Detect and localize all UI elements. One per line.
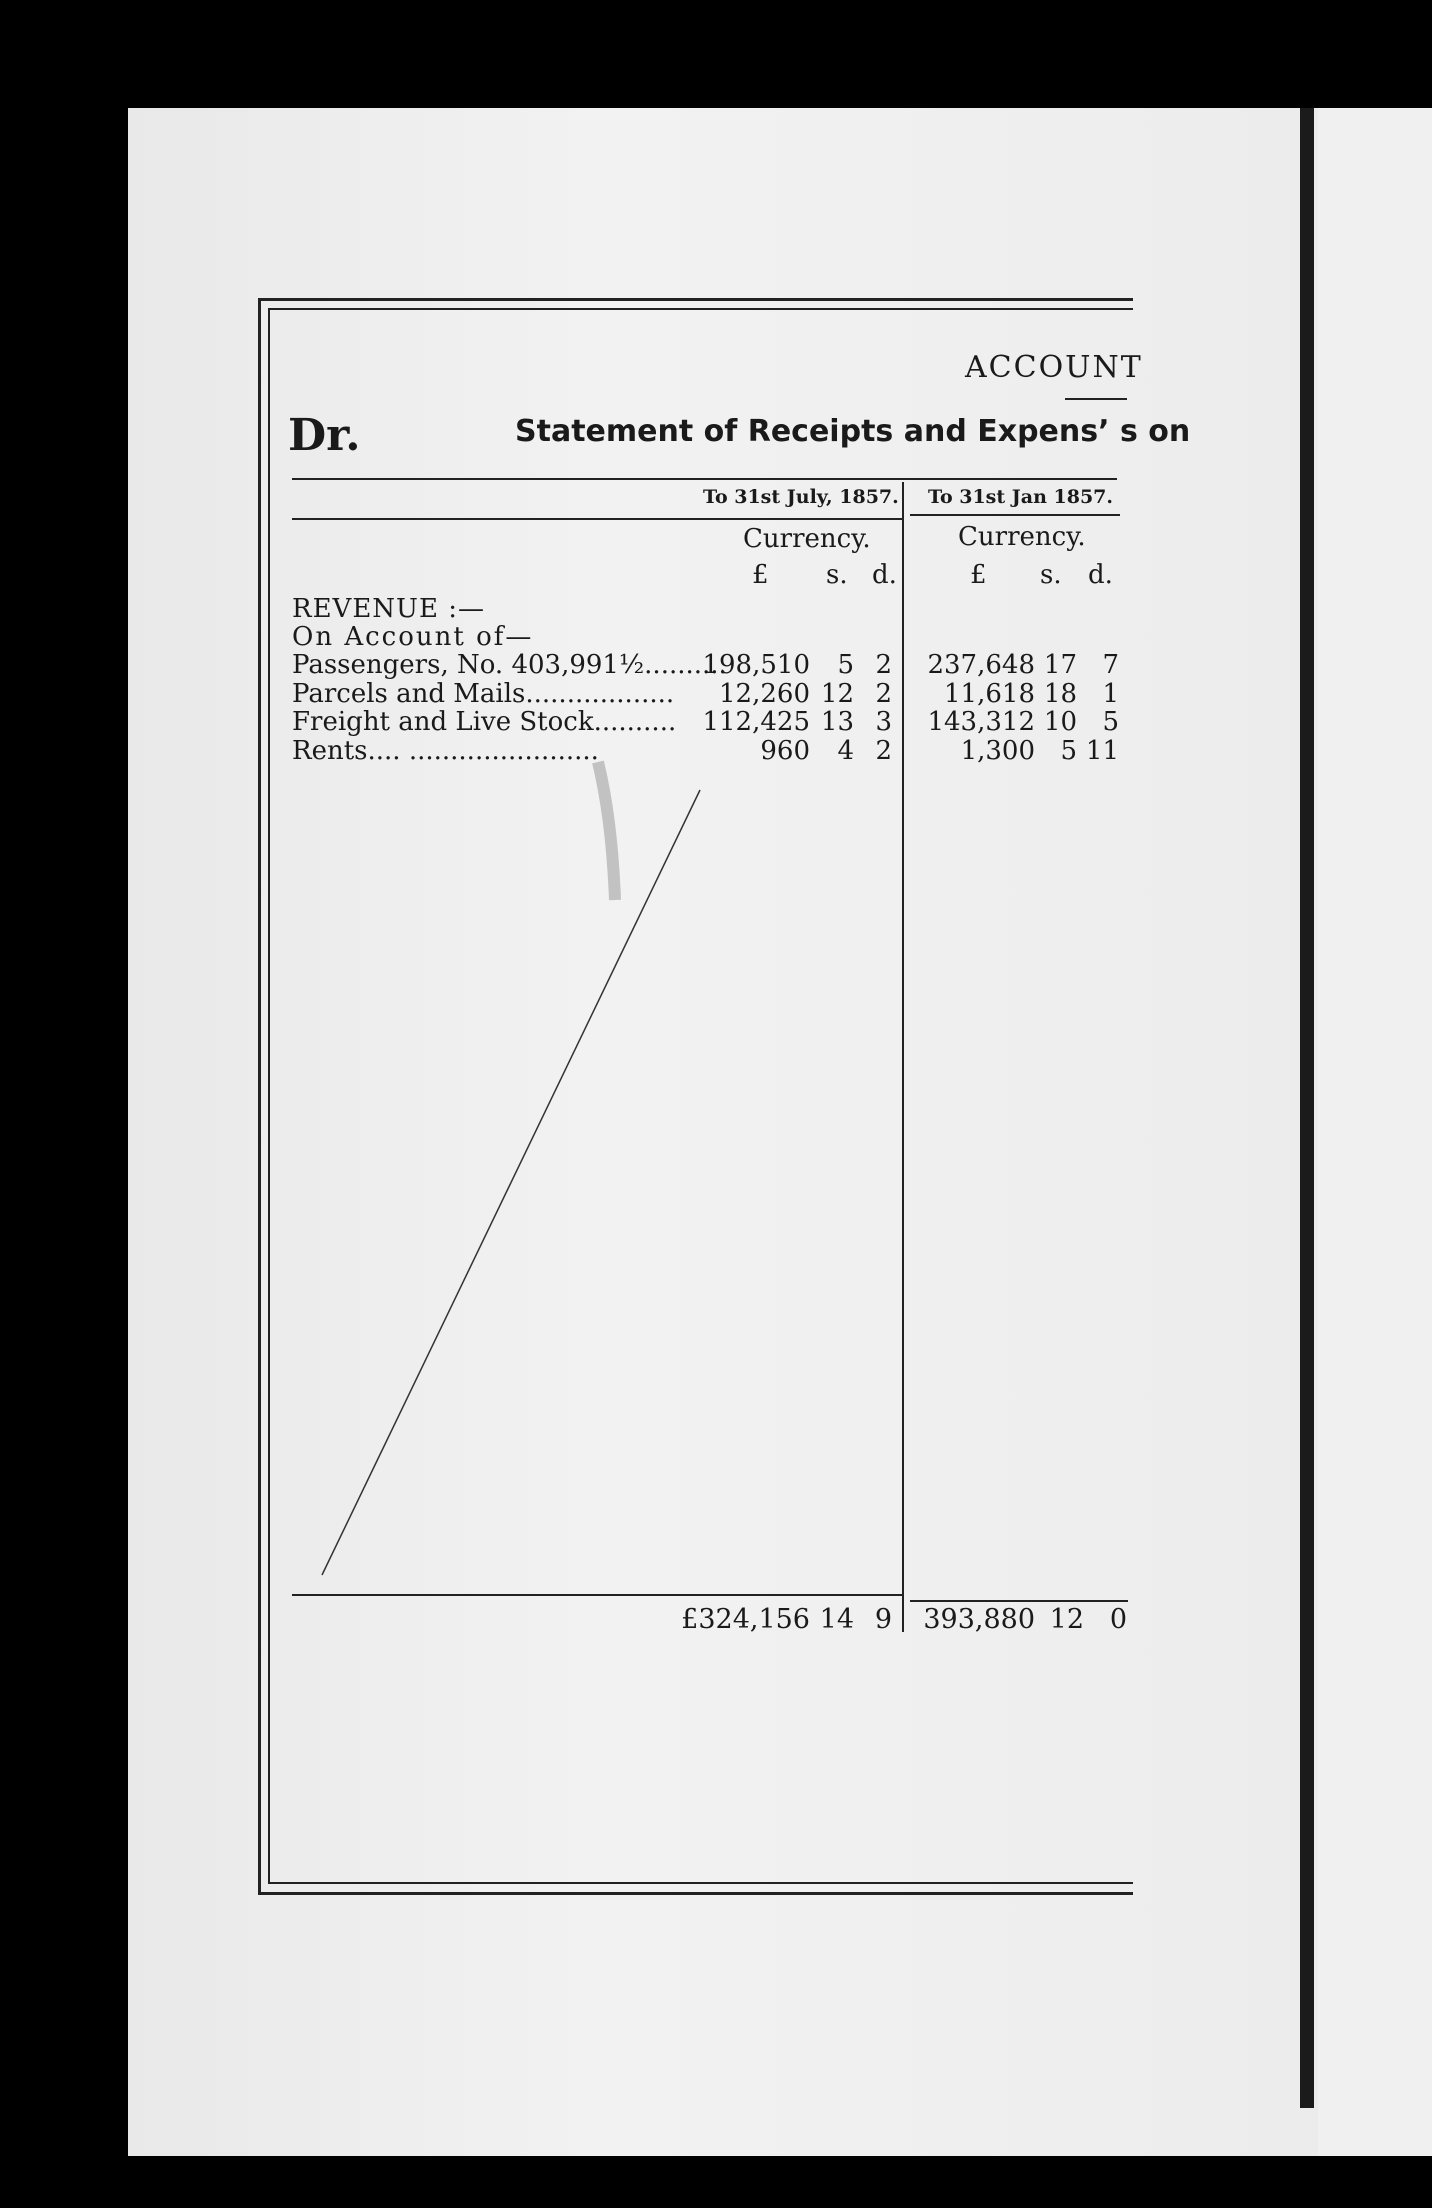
col2-pounds: 237,648 — [927, 650, 1035, 680]
col2-shilling: s. — [1040, 560, 1062, 590]
col2-period: To 31st Jan 1857. — [928, 486, 1113, 508]
row-label: Rents.... ....................... — [292, 736, 599, 766]
col1-pounds: 960 — [760, 736, 810, 766]
total-col2-pence: 0 — [1109, 1604, 1127, 1635]
col1-shillings: 12 — [820, 679, 854, 709]
col2-pence: 11 — [1085, 736, 1119, 766]
totals-rule-right — [910, 1600, 1128, 1602]
col1-shilling: s. — [826, 560, 848, 590]
total-col1-pounds: £324,156 — [681, 1604, 810, 1635]
col2-shillings: 17 — [1043, 650, 1077, 680]
debit-label: Dr. — [288, 410, 361, 461]
row-label: Freight and Live Stock.......... — [292, 707, 677, 737]
col2-pence: 7 — [1102, 650, 1119, 680]
account-heading: ACCOUNT — [965, 350, 1143, 385]
col1-currency: Currency. — [743, 524, 871, 554]
row-label: Parcels and Mails.................. — [292, 679, 675, 709]
col1-pence: 2 — [875, 736, 892, 766]
col2-pence: d. — [1088, 560, 1113, 590]
total-col1-pence: 9 — [874, 1604, 892, 1635]
col2-pounds: 1,300 — [960, 736, 1035, 766]
row-label: Passengers, No. 403,991½.......... — [292, 650, 727, 680]
total-col2-shillings: 12 — [1049, 1604, 1084, 1635]
col2-pounds: 143,312 — [927, 707, 1035, 737]
col1-shillings: 5 — [837, 650, 854, 680]
col1-pounds: 12,260 — [719, 679, 810, 709]
total-col2-pounds: 393,880 — [923, 1604, 1035, 1635]
col2-pence: 5 — [1102, 707, 1119, 737]
col1-pence: 2 — [875, 679, 892, 709]
col1-shillings: 13 — [820, 707, 854, 737]
col1-pence: 2 — [875, 650, 892, 680]
col2-pounds: 11,618 — [944, 679, 1035, 709]
col2-shillings: 10 — [1043, 707, 1077, 737]
total-col1-shillings: 14 — [819, 1604, 854, 1635]
col1-pounds: 112,425 — [702, 707, 810, 737]
col2-shillings: 5 — [1060, 736, 1077, 766]
col2-pence: 1 — [1102, 679, 1119, 709]
col1-pounds: 198,510 — [702, 650, 810, 680]
col2-shillings: 18 — [1043, 679, 1077, 709]
col1-shillings: 4 — [837, 736, 854, 766]
col1-pence: d. — [872, 560, 897, 590]
revenue-heading: REVENUE :— — [292, 594, 485, 624]
statement-title: Statement of Receipts and Expens’ s on — [515, 414, 1191, 449]
col2-pound: £ — [970, 560, 987, 590]
col2-currency: Currency. — [958, 522, 1086, 552]
on-account-heading: On Account of— — [292, 622, 534, 652]
totals-rule-left — [292, 1594, 902, 1596]
col1-pence: 3 — [875, 707, 892, 737]
col1-period: To 31st July, 1857. — [703, 486, 899, 508]
col1-pound: £ — [752, 560, 769, 590]
